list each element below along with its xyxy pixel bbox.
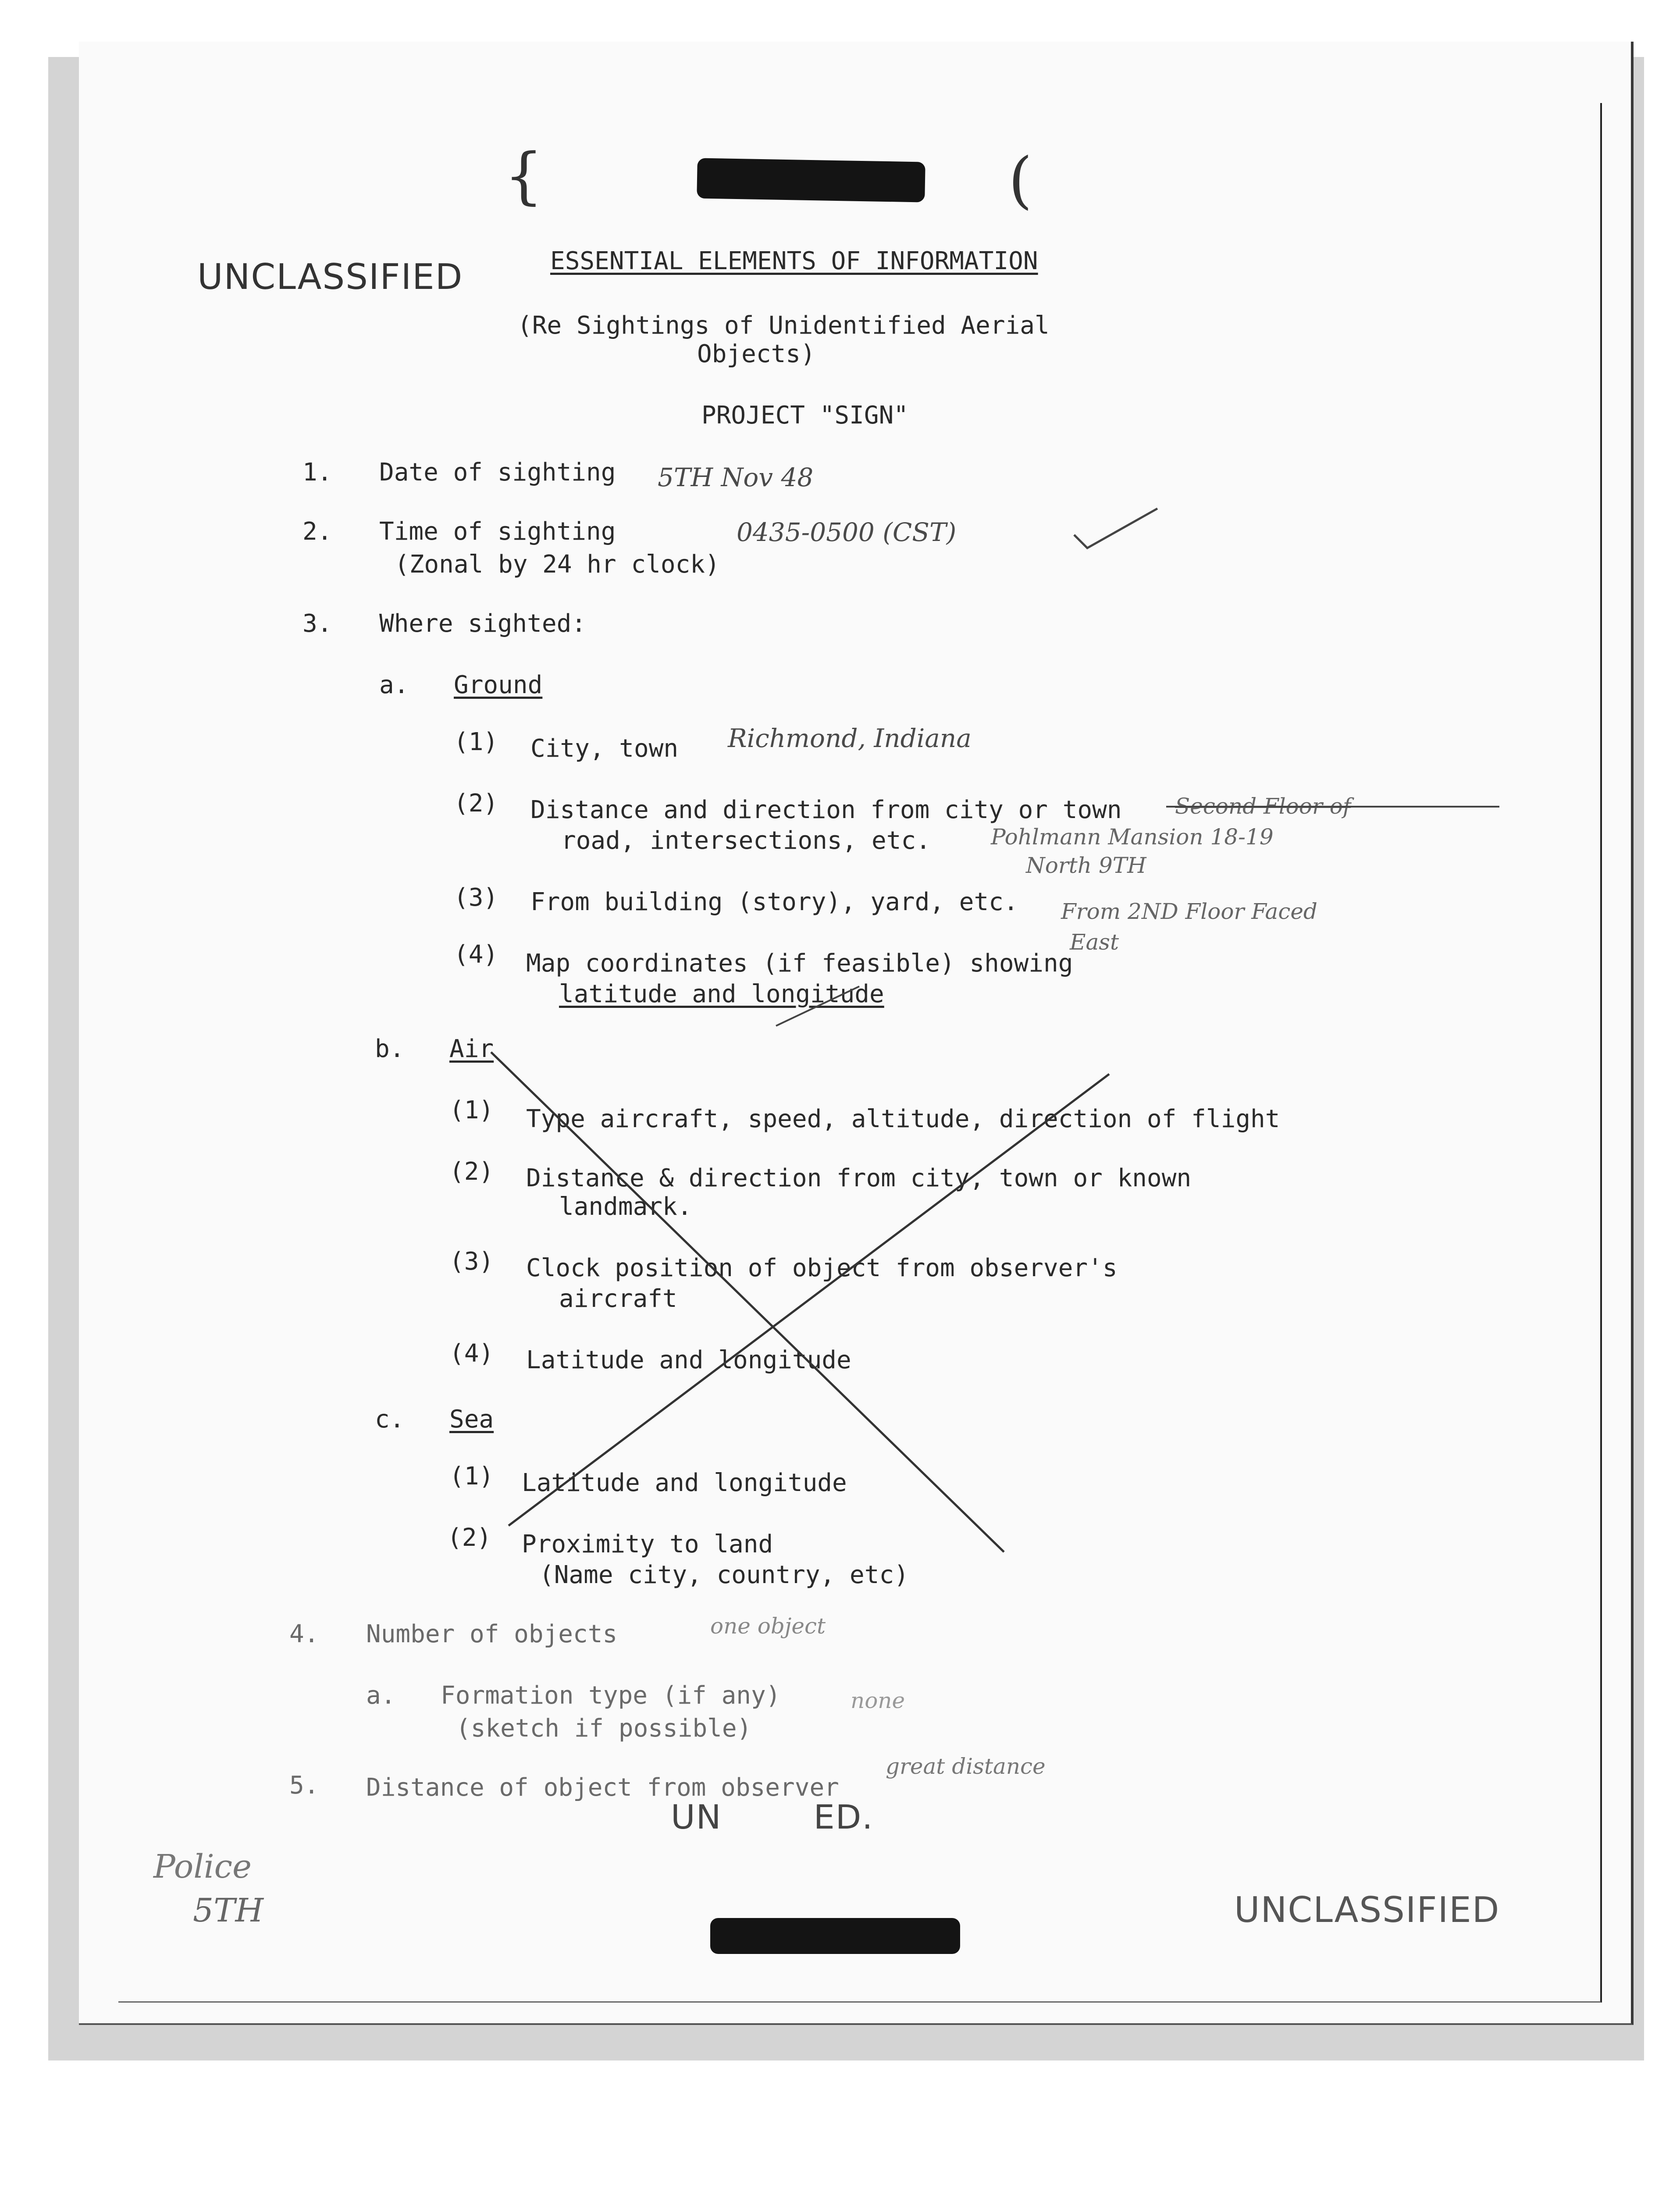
item-3b-heading: Air — [449, 1035, 494, 1063]
checkmark — [1074, 509, 1157, 548]
unclassified-stamp-top: UNCLASSIFIED — [197, 256, 463, 297]
item-1-label: Date of sighting — [379, 458, 616, 487]
item-3c1-label: Latitude and longitude — [522, 1469, 847, 1497]
item-4a-answer: none — [851, 1688, 905, 1713]
item-3c2-number: (2) — [447, 1523, 492, 1552]
margin-note-line2: 5TH — [193, 1892, 263, 1929]
item-3c1-number: (1) — [449, 1462, 494, 1491]
item-1-answer: 5TH Nov 48 — [658, 463, 814, 492]
item-3b1-label: Type aircraft, speed, altitude, direction of flight — [526, 1105, 1280, 1133]
item-3a3-label: From building (story), yard, etc. — [530, 888, 1018, 916]
brace-right: ( — [1008, 145, 1032, 216]
item-3c2-label-line2: (Name city, country, etc) — [539, 1561, 909, 1589]
document-subtitle-line2: Objects) — [697, 340, 815, 368]
unclassified-stamp-partial: UN ED. — [671, 1797, 874, 1836]
item-5-label: Distance of object from observer — [366, 1773, 839, 1802]
item-3a-heading: Ground — [454, 671, 543, 699]
item-3a3-number: (3) — [454, 883, 498, 912]
item-3a-letter: a. — [379, 671, 409, 699]
item-4a-label-line2: (sketch if possible) — [456, 1714, 752, 1743]
strike-map-coords — [776, 986, 859, 1026]
item-3b3-label: Clock position of object from observer's — [526, 1254, 1118, 1282]
item-3b2-label-line2: landmark. — [559, 1192, 692, 1221]
item-3a4-label-line2: latitude and longitude — [559, 980, 884, 1008]
item-3a2-answer-line3: North 9TH — [1026, 853, 1146, 878]
item-2-label-line2: (Zonal by 24 hr clock) — [395, 550, 720, 579]
item-3b-letter: b. — [375, 1035, 405, 1063]
item-4a-letter: a. — [366, 1681, 396, 1710]
item-3c-heading: Sea — [449, 1405, 494, 1434]
item-2-label: Time of sighting — [379, 517, 616, 546]
item-3b3-number: (3) — [449, 1247, 494, 1276]
item-4-label: Number of objects — [366, 1620, 618, 1648]
item-3a2-label: Distance and direction from city or town — [530, 796, 1122, 824]
item-3a3-answer-line2: East — [1070, 929, 1119, 955]
item-3a2-label-line2: road, intersections, etc. — [561, 826, 931, 855]
item-3b2-label: Distance & direction from city, town or known — [526, 1164, 1192, 1192]
item-3-label: Where sighted: — [379, 609, 587, 638]
item-2-number: 2. — [303, 517, 332, 546]
cross-out-stroke-1 — [491, 1052, 1004, 1552]
item-3c2-label: Proximity to land — [522, 1530, 773, 1559]
unclassified-stamp-bottom: UNCLASSIFIED — [1234, 1890, 1500, 1930]
item-3-number: 3. — [303, 609, 332, 638]
cross-out-stroke-2 — [509, 1074, 1109, 1526]
item-3b4-number: (4) — [449, 1339, 494, 1368]
item-3b4-label: Latitude and longitude — [526, 1346, 851, 1374]
item-3a1-answer: Richmond, Indiana — [728, 723, 972, 753]
item-3a2-number: (2) — [454, 789, 498, 818]
item-5-number: 5. — [289, 1771, 319, 1800]
item-3c-letter: c. — [375, 1405, 405, 1434]
item-3a2-answer-struck: Second Floor of — [1175, 794, 1351, 819]
item-4-number: 4. — [289, 1620, 319, 1648]
item-3b3-label-line2: aircraft — [559, 1285, 677, 1313]
item-1-number: 1. — [303, 458, 332, 487]
item-3a4-label: Map coordinates (if feasible) showing — [526, 949, 1073, 978]
item-3b1-number: (1) — [449, 1096, 494, 1124]
item-5-answer: great distance — [886, 1754, 1046, 1779]
item-4a-label: Formation type (if any) — [441, 1681, 781, 1710]
item-3a2-answer-line2: Pohlmann Mansion 18-19 — [991, 824, 1274, 850]
item-4-answer: one object — [710, 1613, 826, 1639]
item-3a4-number: (4) — [454, 940, 498, 969]
item-3a1-number: (1) — [454, 728, 498, 756]
item-3b2-number: (2) — [449, 1157, 494, 1186]
item-3a3-answer: From 2ND Floor Faced — [1061, 899, 1317, 924]
item-3a1-label: City, town — [530, 734, 679, 763]
item-2-answer: 0435-0500 (CST) — [737, 517, 957, 547]
margin-note-line1: Police — [153, 1848, 252, 1886]
project-name: PROJECT "SIGN" — [701, 401, 909, 430]
brace-left: { — [504, 140, 544, 212]
document-subtitle-line1: (Re Sightings of Unidentified Aerial — [517, 311, 1050, 340]
document-title: ESSENTIAL ELEMENTS OF INFORMATION — [550, 247, 1038, 275]
